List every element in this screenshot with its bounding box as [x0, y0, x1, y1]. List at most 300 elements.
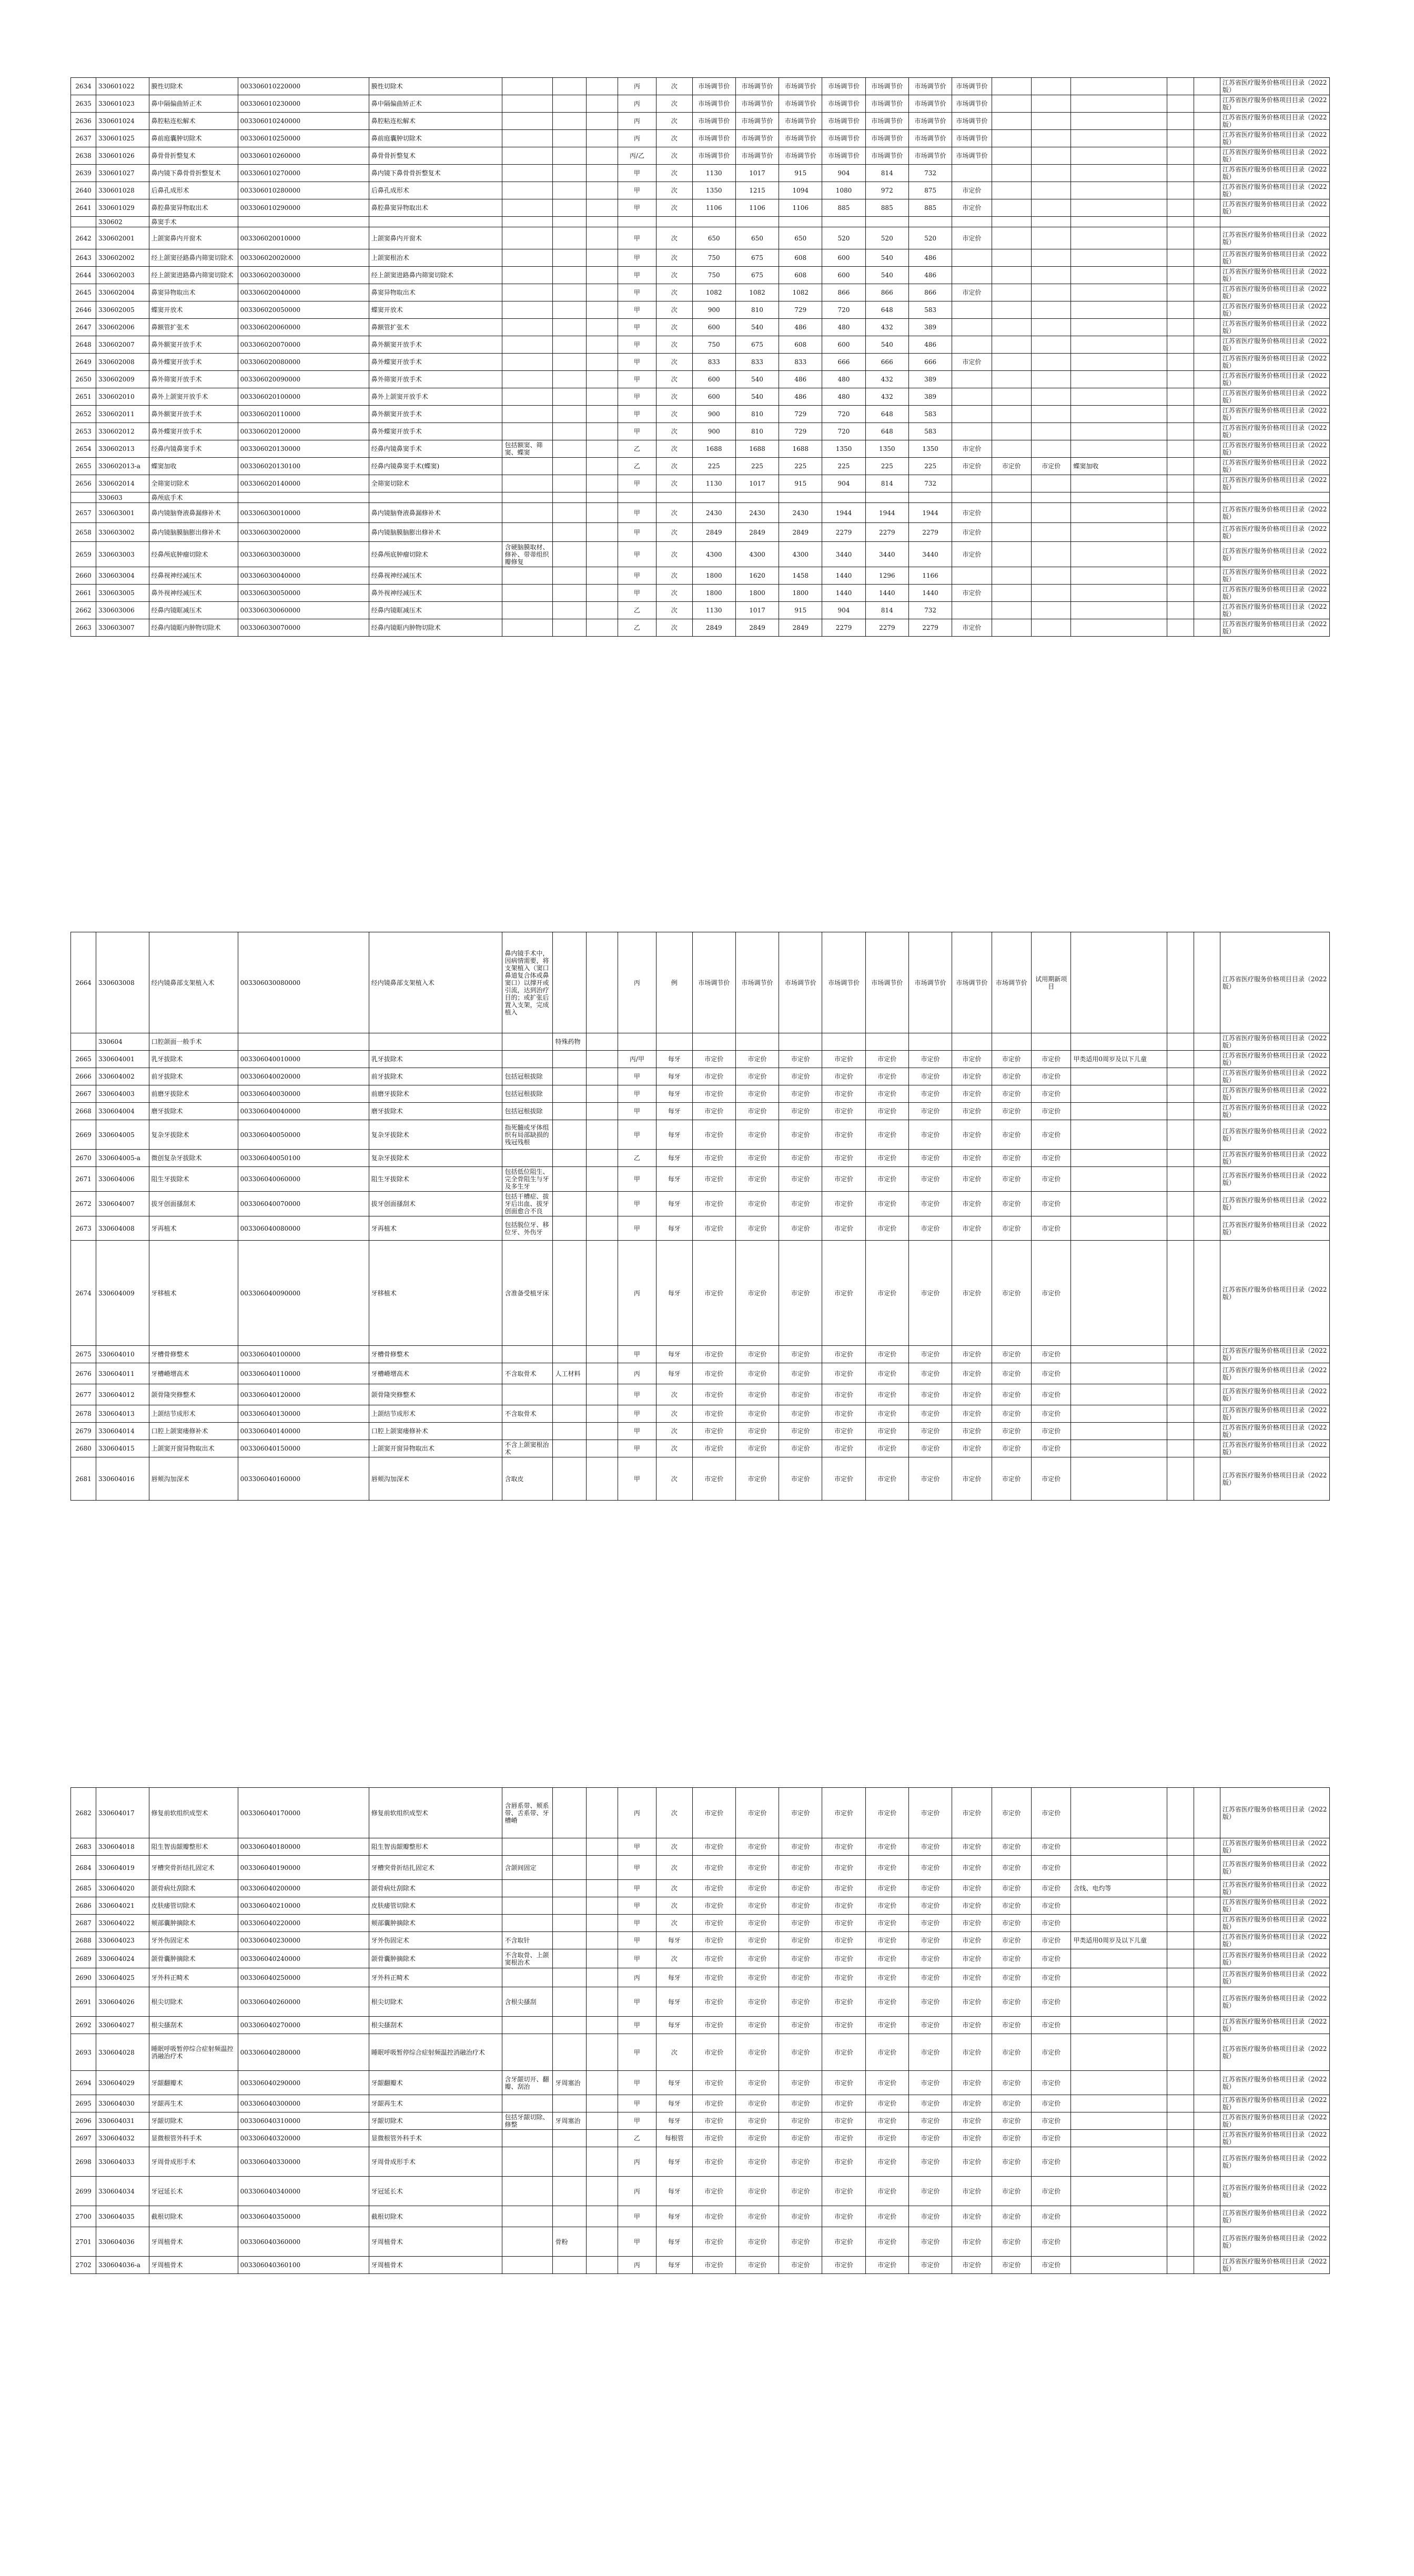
- table-row: [71, 319, 1330, 336]
- table-row: [71, 1120, 1330, 1150]
- cell-content: 含颌间固定: [502, 1856, 553, 1880]
- cell-extra-2: [1194, 1949, 1220, 1968]
- cell-excluded: [553, 113, 587, 130]
- cell-unit: 次: [656, 1423, 693, 1440]
- cell-price-level-2: 1215: [735, 182, 779, 199]
- cell-unit: 每牙: [656, 1167, 693, 1192]
- cell-source: 江苏省医疗服务价格项目目录（2022版）: [1220, 2130, 1329, 2147]
- cell-item-name: 牙槽嵴增高术: [149, 1363, 238, 1384]
- cell-item-name: 唇颊沟加深术: [149, 1457, 238, 1501]
- cell-price-note-1: 市定价: [952, 2112, 992, 2130]
- cell-price-level-6: 市定价: [908, 2071, 952, 2095]
- cell-item-name: 牙外伤固定术: [149, 1932, 238, 1949]
- cell-price-note-2: [992, 423, 1031, 440]
- cell-source: 江苏省医疗服务价格项目目录（2022版）: [1220, 1346, 1329, 1363]
- cell-unit-note: [587, 182, 618, 199]
- cell-unit: 次: [656, 1949, 693, 1968]
- cell-source: 江苏省医疗服务价格项目目录（2022版）: [1220, 78, 1329, 95]
- cell-price-level-3: 市定价: [779, 2095, 822, 2112]
- cell-source: 江苏省医疗服务价格项目目录（2022版）: [1220, 1033, 1329, 1051]
- cell-row-index: 2682: [71, 1788, 96, 1838]
- cell-price-note-1: 市定价: [952, 2095, 992, 2112]
- cell-category: 甲: [618, 336, 656, 354]
- cell-national-code: 003306020110000: [238, 406, 369, 423]
- cell-source: 江苏省医疗服务价格项目目录（2022版）: [1220, 542, 1329, 567]
- cell-remark: [1071, 602, 1167, 619]
- cell-excluded: [553, 458, 587, 475]
- cell-price-level-4: 市定价: [822, 1085, 865, 1103]
- cell-price-level-1: 市定价: [692, 2177, 735, 2206]
- cell-category: 甲: [618, 1120, 656, 1150]
- cell-national-code: 003306040080000: [238, 1216, 369, 1241]
- cell-category: 丙: [618, 2177, 656, 2206]
- cell-item-name: 牙槽骨修整术: [149, 1346, 238, 1363]
- cell-price-level-4: 904: [822, 165, 865, 182]
- cell-remark: [1071, 1968, 1167, 1987]
- cell-price-level-6: [908, 492, 952, 503]
- cell-extra-1: [1167, 1363, 1194, 1384]
- cell-unit: 次: [656, 1440, 693, 1457]
- cell-price-level-1: 市定价: [692, 1897, 735, 1915]
- cell-national-name: 牙冠延长术: [369, 2177, 502, 2206]
- cell-price-level-1: 市定价: [692, 1838, 735, 1856]
- cell-unit-note: [587, 2095, 618, 2112]
- cell-price-level-6: 市定价: [908, 1788, 952, 1838]
- cell-excluded: 骨粉: [553, 2227, 587, 2257]
- cell-price-note-3: [1032, 567, 1071, 585]
- cell-price-level-6: 486: [908, 336, 952, 354]
- cell-price-level-1: 市定价: [692, 2206, 735, 2227]
- cell-price-note-2: [992, 492, 1031, 503]
- cell-source: 江苏省医疗服务价格项目目录（2022版）: [1220, 354, 1329, 371]
- cell-price-level-6: 市定价: [908, 2034, 952, 2071]
- cell-content: [502, 388, 553, 406]
- cell-extra-2: [1194, 1167, 1220, 1192]
- cell-national-name: 颊部囊肿摘除术: [369, 1915, 502, 1932]
- cell-price-level-4: 市场调节价: [822, 78, 865, 95]
- cell-content: [502, 1423, 553, 1440]
- cell-excluded: [553, 1150, 587, 1167]
- cell-row-index: 2675: [71, 1346, 96, 1363]
- cell-national-code: 003306010280000: [238, 182, 369, 199]
- cell-price-level-5: 市定价: [865, 2112, 908, 2130]
- cell-extra-1: [1167, 932, 1194, 1033]
- cell-price-level-5: 市定价: [865, 1457, 908, 1501]
- cell-excluded: [553, 388, 587, 406]
- cell-remark: [1071, 147, 1167, 165]
- cell-item-name: 颌骨隆突修整术: [149, 1384, 238, 1405]
- cell-row-index: 2643: [71, 249, 96, 267]
- cell-price-level-3: 1106: [779, 199, 822, 217]
- cell-excluded: [553, 1880, 587, 1897]
- cell-extra-2: [1194, 1068, 1220, 1085]
- cell-price-note-1: 市定价: [952, 2227, 992, 2257]
- cell-price-level-6: 666: [908, 354, 952, 371]
- cell-content: [502, 458, 553, 475]
- cell-content: [502, 165, 553, 182]
- cell-price-level-1: 市定价: [692, 1932, 735, 1949]
- cell-price-level-3: 1094: [779, 182, 822, 199]
- cell-national-name: 牙周骨成形手术: [369, 2147, 502, 2177]
- cell-price-level-2: [735, 492, 779, 503]
- cell-price-level-6: 1166: [908, 567, 952, 585]
- cell-item-name: 经上颌窦进路鼻内筛窦切除术: [149, 267, 238, 284]
- cell-excluded: [553, 2206, 587, 2227]
- cell-price-level-5: 814: [865, 165, 908, 182]
- cell-national-code: 003306010270000: [238, 165, 369, 182]
- cell-price-level-6: 市场调节价: [908, 932, 952, 1033]
- cell-row-index: 2656: [71, 475, 96, 492]
- cell-remark: [1071, 475, 1167, 492]
- cell-category: [618, 492, 656, 503]
- cell-source: 江苏省医疗服务价格项目目录（2022版）: [1220, 1788, 1329, 1838]
- cell-price-level-1: 1130: [692, 165, 735, 182]
- cell-content: [502, 503, 553, 523]
- cell-price-note-2: 市定价: [992, 1120, 1031, 1150]
- cell-price-level-6: 市定价: [908, 1897, 952, 1915]
- cell-extra-1: [1167, 1216, 1194, 1241]
- cell-item-code: 330603002: [96, 523, 149, 542]
- cell-price-note-2: 市定价: [992, 2177, 1031, 2206]
- cell-unit: 次: [656, 319, 693, 336]
- cell-extra-2: [1194, 78, 1220, 95]
- cell-price-level-4: 市定价: [822, 1897, 865, 1915]
- cell-remark: [1071, 301, 1167, 319]
- cell-unit: 次: [656, 95, 693, 113]
- cell-national-name: 牙龈翻瓣术: [369, 2071, 502, 2095]
- cell-content: [502, 2206, 553, 2227]
- cell-price-level-1: 市定价: [692, 1915, 735, 1932]
- cell-source: [1220, 492, 1329, 503]
- cell-price-level-6: 市定价: [908, 2017, 952, 2034]
- cell-price-note-1: 市定价: [952, 1051, 992, 1068]
- cell-price-level-3: 市定价: [779, 1384, 822, 1405]
- cell-content: [502, 284, 553, 301]
- cell-price-note-3: [1032, 113, 1071, 130]
- cell-price-note-1: 市定价: [952, 1120, 992, 1150]
- cell-price-note-3: 市定价: [1032, 1167, 1071, 1192]
- cell-item-code: 330602005: [96, 301, 149, 319]
- cell-price-note-3: 市定价: [1032, 1856, 1071, 1880]
- cell-price-level-5: 市定价: [865, 1897, 908, 1915]
- cell-price-level-2: 2430: [735, 503, 779, 523]
- cell-category: 甲: [618, 585, 656, 602]
- cell-category: 乙: [618, 2130, 656, 2147]
- table-row: [71, 423, 1330, 440]
- cell-price-level-5: 市定价: [865, 2147, 908, 2177]
- cell-remark: [1071, 354, 1167, 371]
- cell-extra-1: [1167, 567, 1194, 585]
- cell-national-code: 003306040160000: [238, 1457, 369, 1501]
- cell-content: [502, 371, 553, 388]
- cell-extra-2: [1194, 585, 1220, 602]
- cell-national-name: 皮肤痿管切除术: [369, 1897, 502, 1915]
- cell-price-level-4: 市定价: [822, 1346, 865, 1363]
- cell-item-code: 330602006: [96, 319, 149, 336]
- cell-unit: 次: [656, 199, 693, 217]
- cell-price-level-1: 225: [692, 458, 735, 475]
- cell-content: [502, 585, 553, 602]
- cell-extra-2: [1194, 1033, 1220, 1051]
- cell-item-name: 口腔颌面一般手术: [149, 1033, 238, 1051]
- cell-unit: [656, 217, 693, 227]
- cell-extra-2: [1194, 2257, 1220, 2274]
- cell-item-name: 鼻中隔偏曲矫正术: [149, 95, 238, 113]
- cell-national-name: 牙槽骨修整术: [369, 1346, 502, 1363]
- table-row: [71, 2095, 1330, 2112]
- cell-category: 丙: [618, 2257, 656, 2274]
- cell-extra-1: [1167, 1788, 1194, 1838]
- cell-price-level-3: 市定价: [779, 1167, 822, 1192]
- cell-content: 含唇系带、颊系带、舌系带、牙槽嵴: [502, 1788, 553, 1838]
- table-row: [71, 1440, 1330, 1457]
- cell-item-code: 330603: [96, 492, 149, 503]
- cell-price-level-1: 市定价: [692, 2227, 735, 2257]
- cell-unit-note: [587, 458, 618, 475]
- cell-remark: [1071, 1856, 1167, 1880]
- cell-price-level-2: 市场调节价: [735, 113, 779, 130]
- cell-price-level-5: 2279: [865, 619, 908, 637]
- cell-remark: [1071, 1192, 1167, 1216]
- cell-price-level-6: [908, 217, 952, 227]
- cell-excluded: [553, 2147, 587, 2177]
- cell-item-code: 330601024: [96, 113, 149, 130]
- cell-row-index: 2698: [71, 2147, 96, 2177]
- cell-price-note-3: [1032, 249, 1071, 267]
- cell-price-note-1: 市场调节价: [952, 130, 992, 147]
- table-row: [71, 1192, 1330, 1216]
- cell-price-note-1: 市定价: [952, 1241, 992, 1346]
- cell-unit: 每牙: [656, 1968, 693, 1987]
- cell-national-code: [238, 1033, 369, 1051]
- cell-unit-note: [587, 1192, 618, 1216]
- cell-national-code: 003306040300000: [238, 2095, 369, 2112]
- cell-price-level-2: 市定价: [735, 1423, 779, 1440]
- cell-item-name: 颌骨囊肿摘除术: [149, 1949, 238, 1968]
- cell-national-code: 003306030080000: [238, 932, 369, 1033]
- cell-extra-2: [1194, 1880, 1220, 1897]
- cell-price-note-1: 市定价: [952, 1838, 992, 1856]
- cell-price-level-4: 市场调节价: [822, 113, 865, 130]
- cell-price-note-2: 市定价: [992, 1915, 1031, 1932]
- cell-remark: [1071, 2130, 1167, 2147]
- cell-price-level-6: 市定价: [908, 1363, 952, 1384]
- cell-source: 江苏省医疗服务价格项目目录（2022版）: [1220, 1216, 1329, 1241]
- cell-price-level-4: 市定价: [822, 1423, 865, 1440]
- cell-excluded: [553, 2034, 587, 2071]
- cell-price-level-4: 904: [822, 475, 865, 492]
- cell-price-level-5: 市定价: [865, 1216, 908, 1241]
- cell-price-level-2: 540: [735, 388, 779, 406]
- cell-price-level-4: 市定价: [822, 1068, 865, 1085]
- cell-unit-note: [587, 371, 618, 388]
- cell-item-name: 经鼻内镜鼻窦手术: [149, 440, 238, 458]
- cell-extra-2: [1194, 2095, 1220, 2112]
- cell-price-level-1: 市定价: [692, 2112, 735, 2130]
- cell-price-note-2: 市定价: [992, 1085, 1031, 1103]
- cell-price-note-3: 市定价: [1032, 1150, 1071, 1167]
- cell-extra-1: [1167, 2071, 1194, 2095]
- cell-national-code: 003306030050000: [238, 585, 369, 602]
- cell-price-level-6: 市定价: [908, 1051, 952, 1068]
- cell-price-level-2: 市定价: [735, 1856, 779, 1880]
- cell-content: [502, 227, 553, 249]
- cell-remark: [1071, 2177, 1167, 2206]
- cell-row-index: 2691: [71, 1987, 96, 2017]
- cell-remark: [1071, 1241, 1167, 1346]
- cell-extra-2: [1194, 2147, 1220, 2177]
- cell-remark: [1071, 165, 1167, 182]
- cell-extra-2: [1194, 1788, 1220, 1838]
- cell-price-level-2: 1106: [735, 199, 779, 217]
- cell-price-note-3: 市定价: [1032, 1103, 1071, 1120]
- cell-price-level-4: 2279: [822, 523, 865, 542]
- cell-price-level-2: 市定价: [735, 1150, 779, 1167]
- cell-row-index: 2687: [71, 1915, 96, 1932]
- cell-national-name: 上颌窦根治术: [369, 249, 502, 267]
- cell-extra-2: [1194, 1085, 1220, 1103]
- table-row: [71, 1880, 1330, 1897]
- cell-national-code: 003306030020000: [238, 523, 369, 542]
- cell-extra-2: [1194, 1120, 1220, 1150]
- cell-extra-2: [1194, 1897, 1220, 1915]
- cell-category: 甲: [618, 1915, 656, 1932]
- cell-price-level-4: 720: [822, 406, 865, 423]
- cell-extra-1: [1167, 1987, 1194, 2017]
- cell-remark: [1071, 932, 1167, 1033]
- table-row: [71, 1068, 1330, 1085]
- cell-price-level-4: 市定价: [822, 1051, 865, 1068]
- cell-item-name: 牙冠延长术: [149, 2177, 238, 2206]
- cell-price-level-2: 675: [735, 336, 779, 354]
- cell-price-level-5: 市定价: [865, 2095, 908, 2112]
- cell-price-level-5: 432: [865, 319, 908, 336]
- cell-national-code: 003306020090000: [238, 371, 369, 388]
- cell-source: 江苏省医疗服务价格项目目录（2022版）: [1220, 423, 1329, 440]
- cell-price-level-5: 3440: [865, 542, 908, 567]
- table-row: [71, 619, 1330, 637]
- cell-excluded: [553, 130, 587, 147]
- cell-national-name: 经内镜鼻部支架植入术: [369, 932, 502, 1033]
- cell-price-level-6: 市定价: [908, 1216, 952, 1241]
- cell-price-level-1: 市定价: [692, 1457, 735, 1501]
- cell-price-level-4: 1080: [822, 182, 865, 199]
- cell-extra-2: [1194, 1216, 1220, 1241]
- cell-category: 甲: [618, 1384, 656, 1405]
- cell-extra-1: [1167, 267, 1194, 284]
- cell-source: 江苏省医疗服务价格项目目录（2022版）: [1220, 2071, 1329, 2095]
- cell-price-level-3: 市定价: [779, 1150, 822, 1167]
- cell-excluded: [553, 585, 587, 602]
- cell-price-level-5: 市定价: [865, 2071, 908, 2095]
- cell-price-level-1: 市定价: [692, 1103, 735, 1120]
- cell-source: 江苏省医疗服务价格项目目录（2022版）: [1220, 227, 1329, 249]
- cell-item-code: 330602013: [96, 440, 149, 458]
- cell-national-code: 003306040110000: [238, 1363, 369, 1384]
- cell-item-name: 牙外科正畸术: [149, 1968, 238, 1987]
- cell-price-level-3: 市定价: [779, 1987, 822, 2017]
- cell-row-index: 2671: [71, 1167, 96, 1192]
- cell-national-code: 003306020030000: [238, 267, 369, 284]
- cell-source: 江苏省医疗服务价格项目目录（2022版）: [1220, 1405, 1329, 1423]
- cell-national-name: 牙周植骨术: [369, 2227, 502, 2257]
- cell-remark: [1071, 2227, 1167, 2257]
- cell-price-level-5: [865, 492, 908, 503]
- cell-excluded: [553, 1968, 587, 1987]
- cell-price-note-1: 市定价: [952, 1897, 992, 1915]
- cell-source: 江苏省医疗服务价格项目目录（2022版）: [1220, 1150, 1329, 1167]
- cell-price-note-2: 市定价: [992, 2206, 1031, 2227]
- cell-item-code: 330604001: [96, 1051, 149, 1068]
- cell-price-level-6: 市定价: [908, 2227, 952, 2257]
- table-row: [71, 1987, 1330, 2017]
- cell-extra-2: [1194, 1363, 1220, 1384]
- cell-item-name: 牙龈切除术: [149, 2112, 238, 2130]
- cell-price-level-2: 市定价: [735, 1788, 779, 1838]
- cell-unit-note: [587, 1150, 618, 1167]
- cell-price-level-3: 市定价: [779, 1457, 822, 1501]
- cell-price-note-1: [952, 301, 992, 319]
- cell-item-name: 阻生牙拔除术: [149, 1167, 238, 1192]
- cell-price-level-6: 市定价: [908, 1167, 952, 1192]
- cell-national-name: 牙外伤固定术: [369, 1932, 502, 1949]
- cell-content: [502, 2257, 553, 2274]
- cell-price-level-4: 市场调节价: [822, 147, 865, 165]
- cell-price-level-2: 市定价: [735, 1051, 779, 1068]
- cell-price-level-1: 市定价: [692, 1423, 735, 1440]
- cell-price-level-5: 540: [865, 249, 908, 267]
- cell-unit: 次: [656, 1457, 693, 1501]
- cell-excluded: [553, 1103, 587, 1120]
- cell-source: 江苏省医疗服务价格项目目录（2022版）: [1220, 2147, 1329, 2177]
- cell-national-code: 003306010220000: [238, 78, 369, 95]
- cell-price-level-3: [779, 492, 822, 503]
- cell-item-code: 330602002: [96, 249, 149, 267]
- table-row: [71, 458, 1330, 475]
- cell-extra-2: [1194, 619, 1220, 637]
- cell-price-level-1: 市场调节价: [692, 130, 735, 147]
- cell-price-note-2: [992, 267, 1031, 284]
- cell-category: 甲: [618, 2017, 656, 2034]
- cell-price-level-1: 650: [692, 227, 735, 249]
- cell-price-level-4: 225: [822, 458, 865, 475]
- cell-remark: [1071, 1150, 1167, 1167]
- cell-item-name: 复杂牙拔除术: [149, 1120, 238, 1150]
- cell-unit-note: [587, 1033, 618, 1051]
- cell-price-level-3: 608: [779, 249, 822, 267]
- cell-price-note-2: [992, 217, 1031, 227]
- cell-price-note-3: 市定价: [1032, 2071, 1071, 2095]
- cell-extra-2: [1194, 602, 1220, 619]
- cell-remark: 蝶窦加收: [1071, 458, 1167, 475]
- cell-category: 甲: [618, 2112, 656, 2130]
- cell-content: [502, 523, 553, 542]
- cell-source: 江苏省医疗服务价格项目目录（2022版）: [1220, 1987, 1329, 2017]
- cell-remark: [1071, 2112, 1167, 2130]
- cell-price-level-5: 市定价: [865, 2017, 908, 2034]
- cell-price-level-5: 市定价: [865, 1068, 908, 1085]
- cell-price-level-2: 市定价: [735, 1103, 779, 1120]
- cell-price-level-2: 市定价: [735, 2257, 779, 2274]
- cell-price-note-3: 市定价: [1032, 1363, 1071, 1384]
- cell-item-code: 330604032: [96, 2130, 149, 2147]
- cell-price-level-5: 市定价: [865, 2177, 908, 2206]
- cell-unit-note: [587, 619, 618, 637]
- cell-price-note-2: [992, 336, 1031, 354]
- cell-price-note-3: 市定价: [1032, 1405, 1071, 1423]
- cell-price-level-5: 市定价: [865, 1788, 908, 1838]
- cell-category: 甲: [618, 1932, 656, 1949]
